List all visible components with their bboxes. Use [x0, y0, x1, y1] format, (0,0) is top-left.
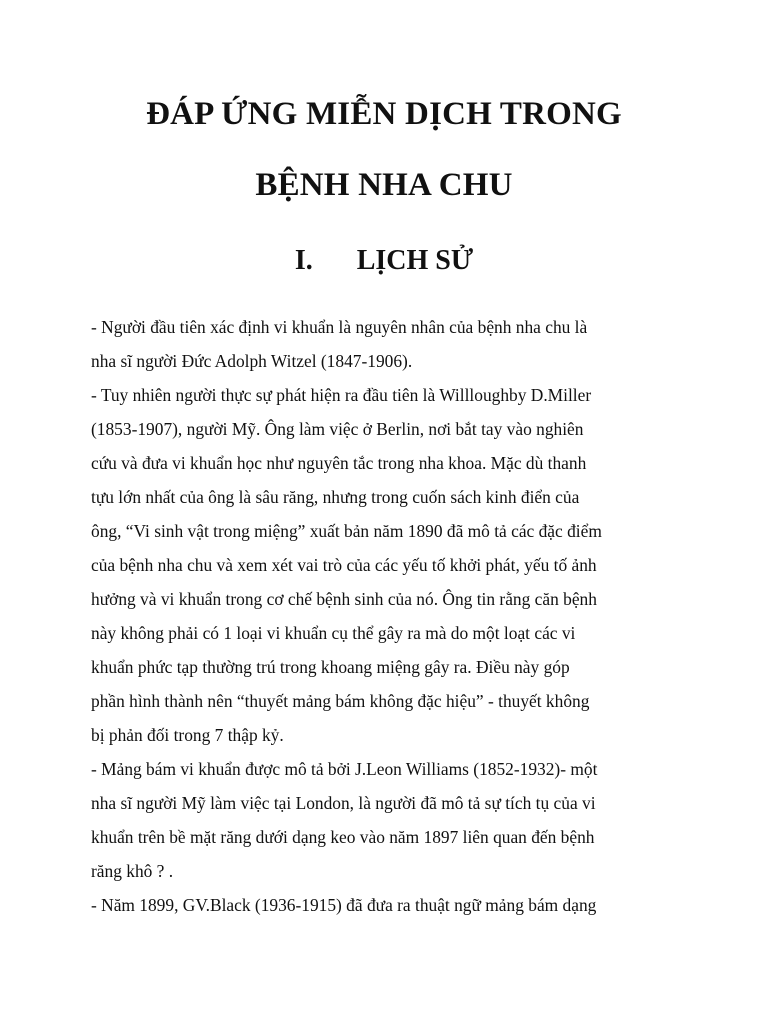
text-line: - Mảng bám vi khuẩn được mô tả bởi J.Leon Williams (1852-1932)- một [91, 759, 598, 779]
text-line: ông, “Vi sinh vật trong miệng” xuất bản năm 1890 đã mô tả các đặc điểm [91, 521, 602, 541]
text-line: răng khô ? . [91, 861, 174, 881]
text-line: (1853-1907), người Mỹ. Ông làm việc ở Berlin, nơi bắt tay vào nghiên [91, 419, 584, 439]
text-line: khuẩn phức tạp thường trú trong khoang miệng gây ra. Điều này góp [91, 657, 570, 677]
body-text [91, 310, 701, 922]
text-line: của bệnh nha chu và xem xét vai trò của các yếu tố khởi phát, yếu tố ảnh [91, 555, 597, 575]
title-line-2: BỆNH NHA CHU [255, 167, 513, 203]
text-line: hưởng và vi khuẩn trong cơ chế bệnh sinh của nó. Ông tin rằng căn bệnh [91, 589, 597, 609]
text-line: bị phản đối trong 7 thập kỷ. [91, 725, 284, 745]
text-line: khuẩn trên bề mặt răng dưới dạng keo vào năm 1897 liên quan đến bệnh [91, 827, 595, 847]
text-line: nha sĩ người Mỹ làm việc tại London, là người đã mô tả sự tích tụ của vi [91, 793, 596, 813]
title-line-1: ĐÁP ỨNG MIỄN DỊCH TRONG [146, 96, 622, 132]
text-line: nha sĩ người Đức Adolph Witzel (1847-1906). [91, 351, 413, 371]
section-heading [0, 245, 768, 277]
text-line: tựu lớn nhất của ông là sâu răng, nhưng trong cuốn sách kinh điển của [91, 487, 580, 507]
text-line: phần hình thành nên “thuyết mảng bám không đặc hiệu” - thuyết không [91, 691, 590, 711]
text-line: - Tuy nhiên người thực sự phát hiện ra đầu tiên là Willloughby D.Miller [91, 385, 592, 405]
text-line: cứu và đưa vi khuẩn học như nguyên tắc trong nha khoa. Mặc dù thanh [91, 453, 587, 473]
text-line: - Người đầu tiên xác định vi khuẩn là nguyên nhân của bệnh nha chu là [91, 317, 588, 337]
section-number: I. [294, 245, 313, 276]
text-line: - Năm 1899, GV.Black (1936-1915) đã đưa ra thuật ngữ mảng bám dạng [91, 895, 597, 915]
section-title: LỊCH SỬ [356, 245, 474, 276]
text-line: này không phải có 1 loại vi khuẩn cụ thể gây ra mà do một loạt các vi [91, 623, 576, 643]
